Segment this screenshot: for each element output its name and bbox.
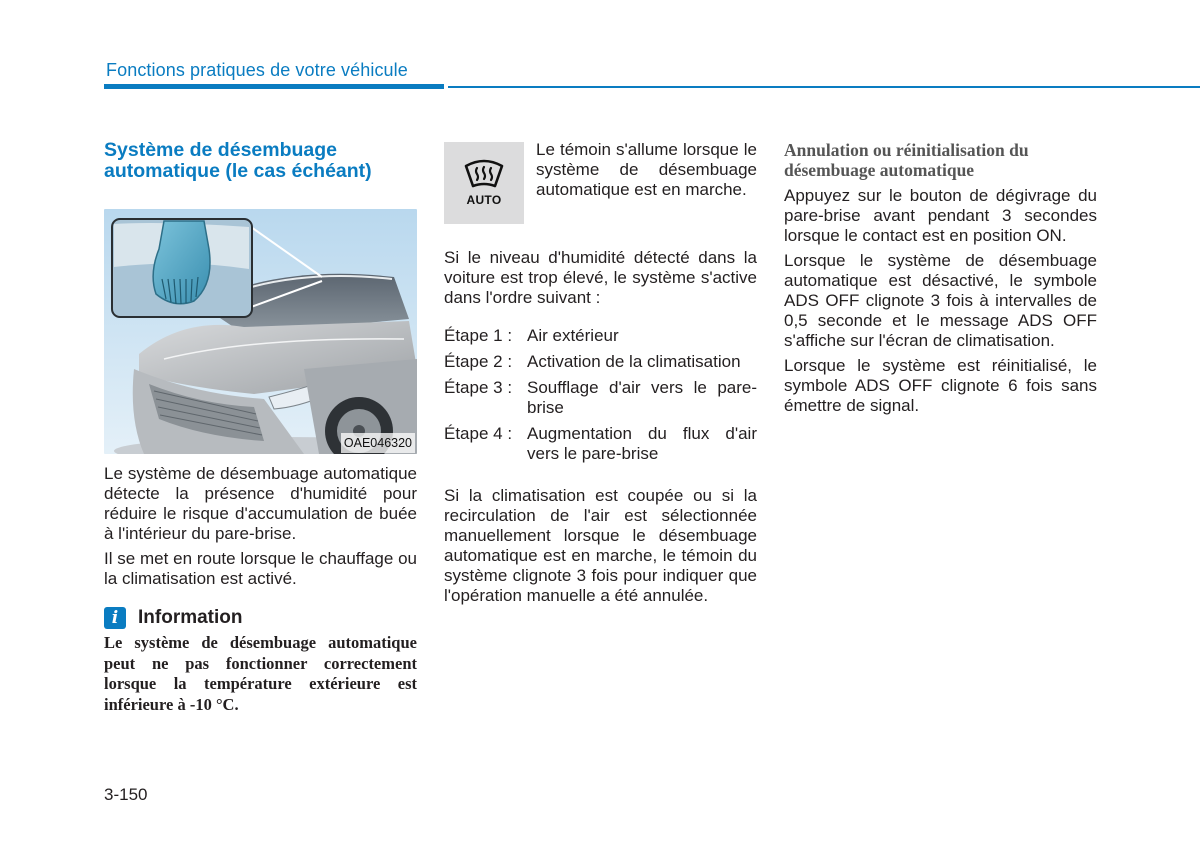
column-left	[104, 140, 417, 715]
page-number: 3-150	[104, 785, 148, 804]
running-header: Fonctions pratiques de votre véhicule	[106, 60, 408, 80]
paragraph: Si la climatisation est coupée ou si la recirculation de l'air est sélectionnée manuellement lorsque le désembuage automatique est en marche, le témoin du système clignote 3 fois pour indiquer que l'opération manuelle a été annulée.	[444, 486, 757, 605]
paragraph: Il se met en route lorsque le chauffage ou la climatisation est activé.	[104, 549, 417, 588]
steps-list	[444, 326, 757, 464]
indicator-description: Le témoin s'allume lorsque le système de désembuage automatique est en marche.	[536, 140, 757, 199]
step-text: Soufflage d'air vers le pare-brise	[527, 378, 757, 417]
step-item	[444, 326, 757, 346]
section-title	[104, 140, 417, 182]
auto-defog-windshield-icon	[462, 156, 506, 190]
step-label: Étape 3 :	[444, 378, 513, 397]
header-rule-thin	[448, 86, 1200, 88]
step-item	[444, 424, 757, 464]
paragraph: Le système de désembuage automatique détecte la présence d'humidité pour réduire le risque d'accumulation de buée à l'intérieur du pare-brise.	[104, 464, 417, 543]
car-illustration-icon	[104, 209, 417, 454]
paragraph: Lorsque le système de désembuage automatique est désactivé, le symbole ADS OFF clignote 3 fois à intervalles de 0,5 seconde et le message ADS OFF s'affiche sur l'écran de climatisation.	[784, 251, 1097, 350]
step-label: Étape 2 :	[444, 352, 513, 371]
figure-code-label: OAE046320	[341, 433, 415, 453]
info-heading	[104, 607, 417, 629]
step-text: Augmentation du flux d'air vers le pare-brise	[527, 424, 757, 463]
indicator-auto-label: AUTO	[466, 193, 502, 207]
column-right	[784, 140, 1097, 421]
step-item	[444, 352, 757, 372]
indicator-row	[444, 140, 757, 224]
paragraph: Si le niveau d'humidité détecté dans la voiture est trop élevé, le système s'active dans l'ordre suivant :	[444, 248, 757, 307]
info-title: Information	[138, 607, 243, 628]
step-label: Étape 4 :	[444, 424, 513, 443]
info-body: Le système de désembuage automatique peut ne pas fonctionner correctement lorsque la température extérieure est inférieure à -10 °C.	[104, 633, 417, 714]
subsection-title: Annulation ou réinitialisation du désembuage automatique	[784, 140, 1029, 180]
car-windshield-sensor-illustration	[104, 209, 417, 454]
header-rule-thick	[104, 84, 444, 89]
indicator-symbol-box	[444, 142, 524, 224]
step-label: Étape 1 :	[444, 326, 513, 345]
step-text: Air extérieur	[527, 326, 619, 345]
step-text: Activation de la climatisation	[527, 352, 741, 371]
paragraph: Lorsque le système est réinitialisé, le symbole ADS OFF clignote 6 fois sans émettre de signal.	[784, 356, 1097, 415]
info-icon: i	[104, 607, 126, 629]
section-title-line1: Système de désembuage	[104, 139, 338, 161]
section-title-line2: automatique (le cas échéant)	[104, 160, 372, 182]
paragraph: Appuyez sur le bouton de dégivrage du pare-brise avant pendant 3 secondes lorsque le contact est en position ON.	[784, 186, 1097, 245]
step-item	[444, 378, 757, 418]
column-middle	[444, 140, 757, 611]
